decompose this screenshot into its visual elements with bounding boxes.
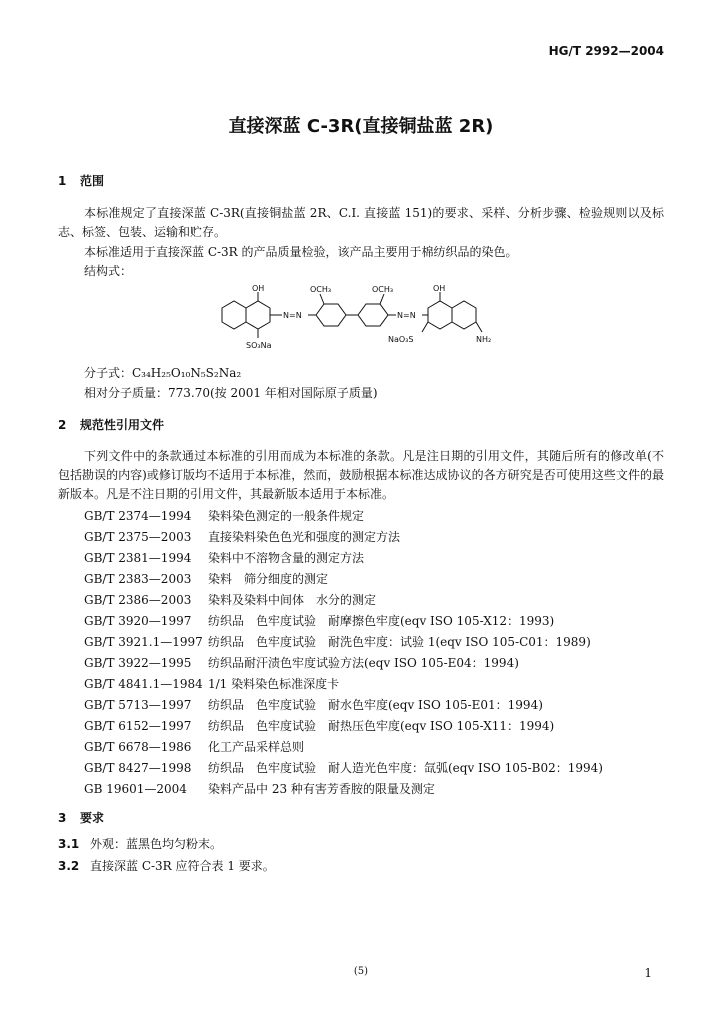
reference-title: 染料中不溶物含量的测定方法 [208, 551, 365, 565]
reference-item [84, 507, 364, 524]
scope-paragraph-1: 本标准规定了直接深蓝 C-3R(直接铜盐蓝 2R、C.I. 直接蓝 151)的要求、采样、分析步骤、检验规则以及标志、标签、包装、运输和贮存。 [58, 206, 664, 239]
reference-item [84, 654, 519, 671]
requirement-text: 外观：蓝黑色均匀粉末。 [90, 837, 223, 851]
reference-title: 纺织品 色牢度试验 耐摩擦色牢度(eqv ISO 105-X12：1993) [208, 614, 555, 628]
reference-title: 纺织品 色牢度试验 耐洗色牢度：试验 1(eqv ISO 105-C01：1989) [208, 635, 591, 649]
reference-title: 化工产品采样总则 [208, 740, 305, 754]
section-1-heading [58, 172, 104, 189]
requirement-number: 3.2 [58, 859, 80, 873]
page-number: 1 [644, 966, 652, 980]
benzene-ring-2 [358, 304, 388, 326]
section-number: 1 [58, 174, 67, 188]
reference-code: GB/T 4841.1—1984 [84, 677, 203, 691]
requirement-text: 直接深蓝 C-3R 应符合表 1 要求。 [90, 859, 275, 873]
reference-code: GB/T 6678—1986 [84, 740, 192, 754]
reference-title: 染料及染料中间体 水分的测定 [208, 593, 377, 607]
naphthalene-ring-right-b [452, 301, 476, 329]
section-number: 2 [58, 418, 67, 432]
reference-item [84, 612, 554, 629]
document-title: 直接深蓝 C-3R(直接铜盐蓝 2R) [228, 116, 494, 137]
molecular-formula: 分子式：C₃₄H₂₅O₁₀N₅S₂Na₂ [84, 366, 242, 380]
reference-title: 染料染色测定的一般条件规定 [208, 509, 365, 523]
reference-title: 纺织品耐汗渍色牢度试验方法(eqv ISO 105-E04：1994) [208, 656, 519, 670]
reference-item [84, 633, 591, 650]
label-och3-left: OCH₃ [310, 285, 332, 294]
label-och3-right: OCH₃ [372, 285, 394, 294]
label-azo-left: N=N [283, 311, 302, 320]
reference-title: 纺织品 色牢度试验 耐水色牢度(eqv ISO 105-E01：1994) [208, 698, 543, 712]
reference-code: GB/T 2383—2003 [84, 572, 192, 586]
scope-paragraph-2: 本标准适用于直接深蓝 C-3R 的产品质量检验，该产品主要用于棉纺织品的染色。 [84, 245, 518, 259]
reference-item [84, 675, 339, 692]
footer-code: (5) [353, 966, 369, 977]
molecular-mass: 相对分子质量：773.70(按 2001 年相对国际原子质量) [84, 386, 378, 400]
reference-code: GB/T 2374—1994 [84, 509, 192, 523]
section-2-heading [58, 416, 164, 433]
requirement-number: 3.1 [58, 837, 80, 851]
section-title: 规范性引用文件 [80, 418, 165, 432]
reference-item [84, 570, 328, 587]
label-oh-right: OH [433, 284, 446, 293]
section-title: 范围 [80, 174, 105, 188]
reference-code: GB/T 2375—2003 [84, 530, 192, 544]
reference-code: GB/T 3922—1995 [84, 656, 192, 670]
reference-item [84, 780, 435, 797]
requirement-item [58, 835, 222, 852]
standard-code: HG/T 2992—2004 [548, 44, 664, 58]
reference-item [84, 717, 554, 734]
normative-references-paragraph: 下列文件中的条款通过本标准的引用而成为本标准的条款。凡是注日期的引用文件，其随后所有的修改单(不包括勘误的内容)或修订版均不适用于本标准，然而，鼓励根据本标准达成协议的各方研究是否可使用这些文件的最新版本。凡是不注日期的引用文件，其最新版本适用于本标准。 [58, 449, 664, 501]
reference-title: 纺织品 色牢度试验 耐人造光色牢度：氙弧(eqv ISO 105-B02：1994) [208, 761, 603, 775]
label-so3na: SO₃Na [246, 341, 272, 350]
label-oh-left: OH [252, 284, 265, 293]
reference-item [84, 759, 603, 776]
structural-formula [212, 282, 502, 356]
reference-code: GB/T 2386—2003 [84, 593, 192, 607]
reference-title: 直接染料染色色光和强度的测定方法 [208, 530, 401, 544]
label-azo-right: N=N [397, 311, 416, 320]
reference-item [84, 696, 543, 713]
reference-code: GB/T 2381—1994 [84, 551, 192, 565]
reference-code: GB/T 3921.1—1997 [84, 635, 203, 649]
naphthalene-ring-left-b [246, 301, 270, 329]
section-number: 3 [58, 811, 67, 825]
requirement-item [58, 857, 275, 874]
reference-code: GB/T 8427—1998 [84, 761, 192, 775]
reference-code: GB/T 5713—1997 [84, 698, 192, 712]
reference-title: 纺织品 色牢度试验 耐热压色牢度(eqv ISO 105-X11：1994) [208, 719, 555, 733]
naphthalene-ring-right-a [428, 301, 452, 329]
reference-title: 染料 筛分细度的测定 [208, 572, 329, 586]
naphthalene-ring-left-a [222, 301, 246, 329]
reference-item [84, 591, 376, 608]
section-title: 要求 [80, 811, 105, 825]
reference-item [84, 528, 400, 545]
benzene-ring-1 [316, 304, 346, 326]
label-nh2: NH₂ [476, 335, 492, 344]
reference-code: GB/T 3920—1997 [84, 614, 192, 628]
reference-title: 1/1 染料染色标准深度卡 [208, 677, 340, 691]
reference-title: 染料产品中 23 种有害芳香胺的限量及测定 [208, 782, 435, 796]
label-naso3: NaO₃S [388, 335, 414, 344]
section-3-heading [58, 809, 104, 826]
reference-code: GB/T 6152—1997 [84, 719, 192, 733]
structure-label: 结构式： [84, 264, 133, 278]
reference-item [84, 738, 304, 755]
reference-code: GB 19601—2004 [84, 782, 187, 796]
reference-item [84, 549, 364, 566]
